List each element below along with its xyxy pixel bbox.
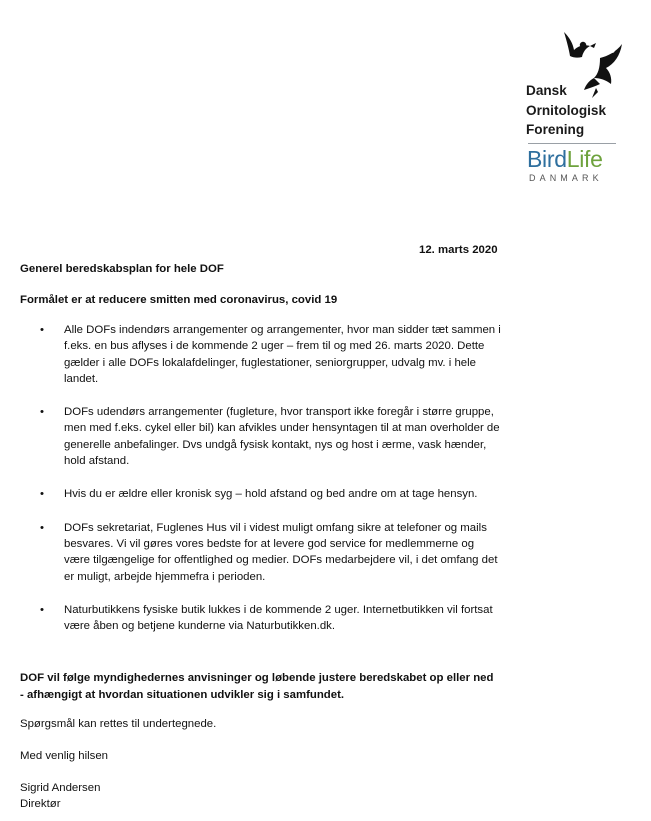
- bullet-text: Hvis du er ældre eller kronisk syg – hold afstand og bed andre om at tage hensyn.: [64, 488, 478, 501]
- birdlife-subtitle: DANMARK: [529, 173, 603, 183]
- list-item: [0, 486, 502, 502]
- bullet-text: DOFs udendørs arrangementer (fugleture, hvor transport ikke foregår i større gruppe, men med f.eks. cykel eller bil) kan afvikles under hensyntagen til at man overholder de generelle anbefalinger. Dvs undgå fysisk kontakt, nys og host i ærme, vask hænder, hold afstand.: [64, 406, 500, 468]
- list-item: [0, 322, 502, 387]
- bullet-icon: •: [40, 521, 44, 534]
- dof-birdlife-logo: [526, 28, 626, 188]
- bullet-icon: •: [40, 324, 44, 336]
- bullet-list: [0, 322, 651, 651]
- closing-statement: DOF vil følge myndighedernes anvisninger og løbende justere beredskabet op eller ned - afhængigt at hvordan situationen udvikler sig i samfundet.: [20, 672, 494, 701]
- signature: [20, 780, 100, 812]
- org-name-line3: Forening: [526, 122, 585, 137]
- bullet-text: Alle DOFs indendørs arrangementer og arrangementer, hvor man sidder tæt sammen i f.eks. en bus aflyses i de kommende 2 uger – frem til og med 26. marts 2020. Dette gælder i alle DOFs lokalafdelinger, fuglestationer, seniorgrupper, udvalg mv. i hele landet.: [64, 324, 501, 385]
- bullet-text: DOFs sekretariat, Fuglenes Hus vil i videst muligt omfang sikre at telefoner og mails besvares. Vi vil gøres vores bedste for at levere god service for medlemmerne og være tilgængelige for offentlighed og medier. DOFs medarbejdere vil, i det omfang det er muligt, arbejde hjemmefra i perioden.: [64, 521, 498, 583]
- letter-date: 12. marts 2020: [419, 244, 498, 256]
- signature-title: Direktør: [20, 798, 61, 810]
- bullet-icon: •: [40, 488, 44, 501]
- bullet-icon: •: [40, 406, 44, 419]
- list-item: [0, 404, 502, 469]
- list-item: [0, 602, 502, 635]
- bullet-icon: •: [40, 603, 44, 616]
- org-name-line2: Ornitologisk: [526, 102, 607, 118]
- letter-heading: Generel beredskabsplan for hele DOF: [20, 263, 224, 275]
- bullet-text: Naturbutikkens fysiske butik lukkes i de kommende 2 uger. Internetbutikken vil fortsat være åben og betjene kunderne via Naturbutikken.dk.: [64, 603, 493, 633]
- signature-name: Sigrid Andersen: [20, 782, 101, 794]
- logo-divider: [528, 143, 616, 144]
- birdlife-wordmark: [527, 145, 603, 173]
- contact-note: Spørgsmål kan rettes til undertegnede.: [20, 718, 217, 730]
- birdlife-bird-text: Bird: [527, 146, 567, 172]
- list-item: [0, 520, 502, 585]
- org-name-line1: Dansk: [526, 83, 567, 98]
- birdlife-life-text: Life: [566, 146, 603, 172]
- greeting: Med venlig hilsen: [20, 750, 109, 762]
- org-name: [526, 81, 606, 140]
- letter-subheading: Formålet er at reducere smitten med coronavirus, covid 19: [20, 294, 338, 306]
